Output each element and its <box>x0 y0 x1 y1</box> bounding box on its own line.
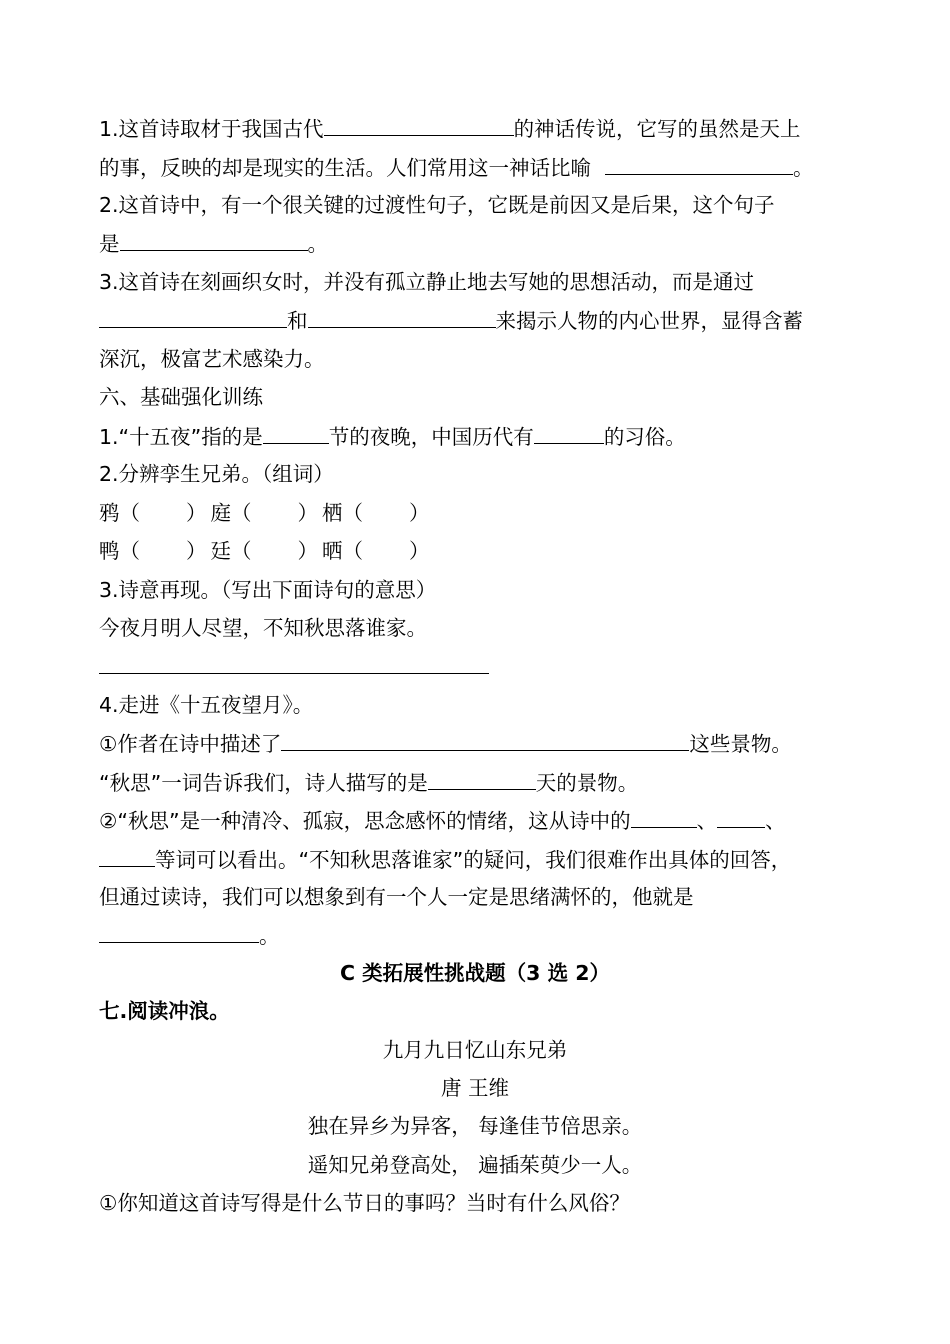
s6-item4: 4.走进《十五夜望月》。 <box>99 693 314 717</box>
s6-item1 <box>99 421 686 452</box>
s6-item4-2-blank[interactable] <box>428 767 536 790</box>
q1-text-a: 1.这首诗取材于我国古代 <box>99 117 324 141</box>
s6-item2: 2.分辨孪生兄弟。（组词） <box>99 462 334 486</box>
q3-blank-1[interactable] <box>99 305 287 328</box>
s6-item4-6 <box>99 920 280 951</box>
q2-line1: 2.这首诗中，有一个很关键的过渡性句子，它既是前因又是后果，这个句子 <box>99 193 775 217</box>
poem-title: 九月九日忆山东兄弟 <box>382 1038 568 1062</box>
s6-item4-3 <box>99 805 786 836</box>
poem-author: 唐 王维 <box>440 1076 510 1100</box>
poem-line-1: 独在异乡为异客， 每逢佳节倍思亲。 <box>307 1114 643 1138</box>
s6-item4-3-sep-2: 、 <box>765 809 786 833</box>
q1-line2 <box>99 152 814 183</box>
section-c-heading: C 类拓展性挑战题（3 选 2） <box>340 961 610 985</box>
s6-item1-blank-2[interactable] <box>534 421 604 444</box>
word-cell[interactable]: 廷（ ） <box>210 539 318 563</box>
c-question-1: ①你知道这首诗写得是什么节日的事吗？当时有什么风俗？ <box>99 1191 630 1215</box>
q1-line1 <box>99 113 801 144</box>
q3-line2 <box>99 305 803 336</box>
s6-item3: 3.诗意再现。（写出下面诗句的意思） <box>99 578 437 602</box>
s6-item1-text-c: 的习俗。 <box>603 425 686 449</box>
q3-text-a: 和 <box>287 309 308 333</box>
s6-item4-3-blank-1[interactable] <box>631 805 697 828</box>
s6-item4-6-blank[interactable] <box>99 920 259 943</box>
q3-blank-2[interactable] <box>308 305 496 328</box>
word-cell[interactable]: 鸦（ ） <box>99 501 207 525</box>
s6-item4-4-blank[interactable] <box>99 844 155 867</box>
s6-item1-text-a: 1.“十五夜”指的是 <box>99 425 263 449</box>
word-cell[interactable]: 鸭（ ） <box>99 539 207 563</box>
s6-item4-3-blank-2[interactable] <box>717 805 765 828</box>
q1-text-b: 的神话传说，它写的虽然是天上 <box>513 117 801 141</box>
word-cell[interactable]: 庭（ ） <box>210 501 318 525</box>
s6-item4-6-text: 。 <box>259 924 280 948</box>
poem-line-2: 遥知兄弟登高处， 遍插茱萸少一人。 <box>307 1153 643 1177</box>
word-cell[interactable]: 栖（ ） <box>322 501 430 525</box>
q3-line3: 深沉，极富艺术感染力。 <box>99 347 325 371</box>
s6-item4-5: 但通过读诗，我们可以想象到有一个人一定是思绪满怀的，他就是 <box>99 885 694 909</box>
q1-text-d: 。 <box>793 156 814 180</box>
s6-item4-4-text: 等词可以看出。“不知秋思落谁家”的疑问，我们很难作出具体的回答， <box>155 848 792 872</box>
s6-item4-1 <box>99 728 792 759</box>
s6-item4-2-text-b: 天的景物。 <box>535 771 639 795</box>
s6-item4-1-text-b: 这些景物。 <box>689 732 792 756</box>
q1-blank-1[interactable] <box>324 113 514 136</box>
word-cell[interactable]: 晒（ ） <box>322 539 430 563</box>
answer-line[interactable] <box>99 673 489 674</box>
q2-text-a: 是 <box>99 232 120 256</box>
s6-item4-3-text-a: ②“秋思”是一种清冷、孤寂，思念感怀的情绪，这从诗中的 <box>99 809 631 833</box>
q2-blank[interactable] <box>120 228 308 251</box>
s6-item1-blank-1[interactable] <box>263 421 329 444</box>
s6-item4-2-text-a: “秋思”一词告诉我们，诗人描写的是 <box>99 771 428 795</box>
s6-item4-1-text-a: ①作者在诗中描述了 <box>99 732 282 756</box>
s6-item4-3-sep-1: 、 <box>696 809 718 833</box>
s6-item1-text-b: 节的夜晚，中国历代有 <box>328 425 534 449</box>
q2-text-b: 。 <box>307 232 328 256</box>
word-row-1 <box>99 498 430 528</box>
q3-line1: 3.这首诗在刻画织女时，并没有孤立静止地去写她的思想活动，而是通过 <box>99 270 755 294</box>
q2-line2 <box>99 228 328 259</box>
q1-text-c: 的事，反映的却是现实的生活。人们常用这一神话比喻 <box>99 156 591 180</box>
q1-blank-2[interactable] <box>605 152 793 175</box>
verse-line: 今夜月明人尽望，不知秋思落谁家。 <box>99 616 427 640</box>
q3-text-b: 来揭示人物的内心世界，显得含蓄 <box>495 309 803 333</box>
s6-item4-4 <box>99 844 791 875</box>
s6-item4-1-blank[interactable] <box>281 728 689 751</box>
s6-item4-2 <box>99 767 638 798</box>
word-row-2 <box>99 536 430 566</box>
q7-title: 七.阅读冲浪。 <box>99 999 230 1023</box>
section6-title: 六、基础强化训练 <box>99 385 263 409</box>
